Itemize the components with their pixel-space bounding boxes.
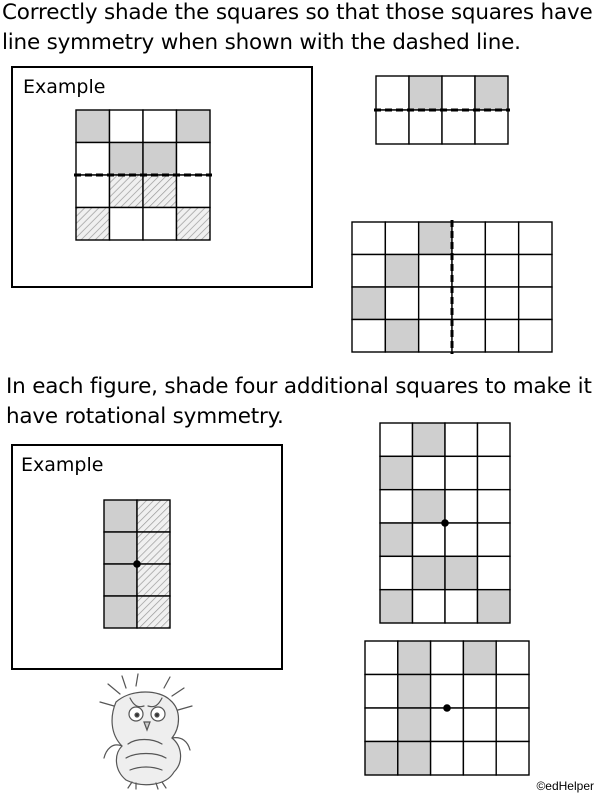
grid-cell-hatched xyxy=(143,175,177,208)
grid-cell[interactable] xyxy=(519,320,552,353)
grid-cell[interactable] xyxy=(478,523,511,556)
grid-cell-shaded[interactable] xyxy=(413,556,446,589)
grid-cell[interactable] xyxy=(442,76,475,110)
grid-cell[interactable] xyxy=(452,255,485,288)
grid-cell[interactable] xyxy=(413,590,446,623)
instruction-line-1: In each figure, shade four additional squares to make it xyxy=(6,374,592,399)
grid-cell[interactable] xyxy=(376,110,409,144)
grid-cell[interactable] xyxy=(496,675,529,709)
grid-cell-shaded xyxy=(143,143,177,176)
grid-cell-shaded[interactable] xyxy=(380,523,413,556)
grid-cell[interactable] xyxy=(419,255,452,288)
grid-cell[interactable] xyxy=(445,523,478,556)
grid-cell[interactable] xyxy=(419,320,452,353)
grid-cell[interactable] xyxy=(475,110,508,144)
grid-cell-hatched xyxy=(137,500,170,532)
grid-cell xyxy=(177,175,211,208)
rotation-center-dot xyxy=(133,560,141,568)
grid-cell[interactable] xyxy=(419,287,452,320)
grid-cell[interactable] xyxy=(452,287,485,320)
grid-cell[interactable] xyxy=(431,708,464,742)
grid-line-symmetry-a[interactable] xyxy=(376,76,508,144)
grid-cell-hatched xyxy=(137,532,170,564)
grid-cell-shaded[interactable] xyxy=(398,641,431,675)
grid-cell-hatched xyxy=(137,564,170,596)
grid-cell[interactable] xyxy=(485,255,518,288)
grid-cell[interactable] xyxy=(452,222,485,255)
grid-cell-hatched xyxy=(76,208,110,241)
rotation-center-dot xyxy=(441,519,449,527)
grid-cell-shaded[interactable] xyxy=(463,641,496,675)
grid-cell[interactable] xyxy=(445,456,478,489)
grid-cell xyxy=(76,143,110,176)
grid-cell-hatched xyxy=(110,175,144,208)
grid-cell-shaded[interactable] xyxy=(475,76,508,110)
grid-cell[interactable] xyxy=(519,222,552,255)
grid-cell xyxy=(143,208,177,241)
grid-cell xyxy=(76,175,110,208)
grid-cell[interactable] xyxy=(352,222,385,255)
instruction-line-1: Correctly shade the squares so that those squares have xyxy=(2,0,593,25)
grid-cell-shaded[interactable] xyxy=(365,742,398,776)
grid-cell[interactable] xyxy=(519,255,552,288)
grid-cell[interactable] xyxy=(431,675,464,709)
grid-cell-shaded[interactable] xyxy=(380,456,413,489)
grid-cell[interactable] xyxy=(463,742,496,776)
grid-cell-shaded[interactable] xyxy=(398,742,431,776)
grid-cell-shaded[interactable] xyxy=(419,222,452,255)
grid-cell-shaded[interactable] xyxy=(398,675,431,709)
grid-cell-shaded xyxy=(104,500,137,532)
grid-cell[interactable] xyxy=(463,675,496,709)
grid-line-symmetry-b[interactable] xyxy=(352,222,552,352)
grid-cell xyxy=(143,110,177,143)
grid-cell[interactable] xyxy=(445,590,478,623)
grid-cell[interactable] xyxy=(385,222,418,255)
grid-cell[interactable] xyxy=(365,675,398,709)
grid-cell[interactable] xyxy=(352,255,385,288)
grid-cell-shaded[interactable] xyxy=(413,490,446,523)
grid-cell-shaded xyxy=(104,596,137,628)
grid-cell[interactable] xyxy=(485,320,518,353)
grid-cell-shaded[interactable] xyxy=(445,556,478,589)
grid-cell[interactable] xyxy=(365,708,398,742)
grid-cell[interactable] xyxy=(496,742,529,776)
grid-cell-shaded[interactable] xyxy=(352,287,385,320)
grid-cell[interactable] xyxy=(496,708,529,742)
grid-cell[interactable] xyxy=(519,287,552,320)
example-grid-line-symmetry xyxy=(76,110,210,240)
grid-cell[interactable] xyxy=(352,320,385,353)
example-label: Example xyxy=(21,454,104,476)
grid-cell-shaded xyxy=(177,110,211,143)
grid-rotational-symmetry-d[interactable] xyxy=(365,641,529,775)
grid-cell xyxy=(177,143,211,176)
grid-cell-shaded[interactable] xyxy=(409,76,442,110)
grid-cell-shaded xyxy=(104,532,137,564)
grid-cell[interactable] xyxy=(463,708,496,742)
grid-cell[interactable] xyxy=(478,490,511,523)
grid-cell[interactable] xyxy=(485,287,518,320)
grid-cell-hatched xyxy=(137,596,170,628)
grid-cell[interactable] xyxy=(478,556,511,589)
grid-cell-shaded[interactable] xyxy=(385,255,418,288)
grid-rotational-symmetry-c[interactable] xyxy=(380,423,510,623)
grid-cell[interactable] xyxy=(380,556,413,589)
example-grid-rotational-symmetry xyxy=(104,500,170,628)
grid-cell[interactable] xyxy=(478,456,511,489)
grid-cell-hatched xyxy=(177,208,211,241)
grid-cell[interactable] xyxy=(445,423,478,456)
grid-cell-shaded xyxy=(110,143,144,176)
grid-cell-shaded[interactable] xyxy=(380,590,413,623)
grid-cell[interactable] xyxy=(478,423,511,456)
grid-cell[interactable] xyxy=(452,320,485,353)
grid-cell[interactable] xyxy=(431,742,464,776)
example-label: Example xyxy=(23,76,106,98)
grid-cell xyxy=(110,110,144,143)
grid-cell[interactable] xyxy=(380,423,413,456)
grid-cell-shaded[interactable] xyxy=(398,708,431,742)
grid-cell[interactable] xyxy=(445,490,478,523)
grid-cell[interactable] xyxy=(431,641,464,675)
grid-cell-shaded xyxy=(76,110,110,143)
grid-cell[interactable] xyxy=(413,456,446,489)
rotation-center-dot xyxy=(443,704,451,712)
owl-mascot-illustration xyxy=(86,672,206,790)
instruction-line-2: have rotational symmetry. xyxy=(6,404,284,429)
grid-cell[interactable] xyxy=(380,490,413,523)
grid-cell-shaded xyxy=(104,564,137,596)
grid-cell[interactable] xyxy=(485,222,518,255)
copyright-notice: ©edHelper xyxy=(536,779,594,793)
grid-cell[interactable] xyxy=(376,76,409,110)
grid-cell[interactable] xyxy=(385,287,418,320)
grid-cell[interactable] xyxy=(496,641,529,675)
grid-cell-shaded[interactable] xyxy=(385,320,418,353)
grid-cell[interactable] xyxy=(413,523,446,556)
grid-cell-shaded[interactable] xyxy=(478,590,511,623)
grid-cell[interactable] xyxy=(365,641,398,675)
instruction-line-2: line symmetry when shown with the dashed line. xyxy=(2,30,521,55)
grid-cell[interactable] xyxy=(409,110,442,144)
grid-cell[interactable] xyxy=(442,110,475,144)
grid-cell xyxy=(110,208,144,241)
instruction-line-symmetry xyxy=(2,0,593,58)
grid-cell-shaded[interactable] xyxy=(413,423,446,456)
